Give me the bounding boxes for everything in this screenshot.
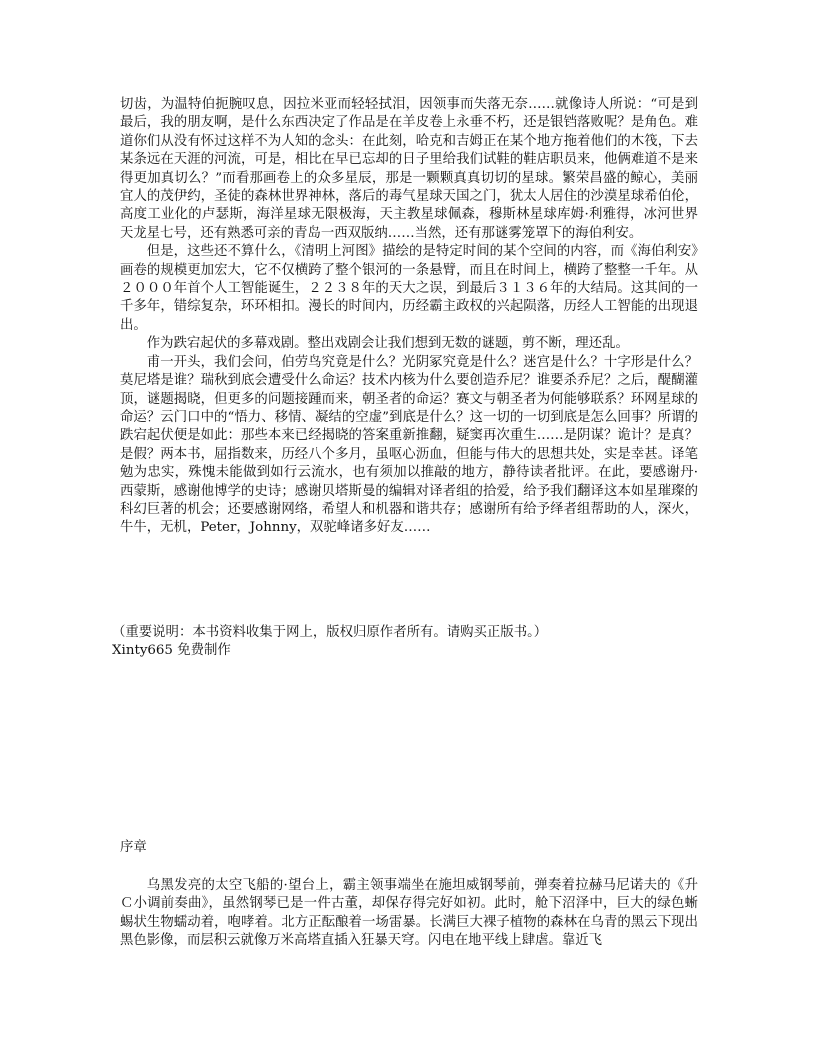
paragraph: 切齿，为温特伯扼腕叹息，因拉米亚而轻轻拭泪，因领事而失落无奈……就像诗人所说：“可是到最后，我的朋友啊，是什么东西决定了作品是在羊皮卷上永垂不朽，还是银铛落败呢？是角色。难道你们从没有怀过这样不为人知的念头：在此刻，哈克和吉姆正在某个地方拖着他们的木筏，下去某条远在天涯的河流，可是，相比在早已忘却的日子里给我们试鞋的鞋店职员来，他俩难道不是来得更加真切么？”而看那画卷上的众多星辰，那是一颗颗真真切切的星球。繁荣昌盛的鲸心，美丽宜人的茂伊约，圣徒的森林世界神林，落后的毒气星球天国之门，犹太人居住的沙漠星球希伯伦，高度工业化的卢瑟斯，海洋星球无限极海，天主教星球佩森，穆斯林星球库姆·利雅得，冰河世界天龙星七号，还有熟悉可亲的青岛一西双版纳……当然，还有那谜雾笼罩下的海伯利安。 <box>120 97 698 241</box>
paragraph: 甫一开头，我们会问，伯劳鸟究竟是什么？光阴冢究竟是什么？迷宫是什么？十字形是什么？莫尼塔是谁？瑞秋到底会遭受什么命运？技术内核为什么要创造乔尼？谁要杀乔尼？之后，醍醐灌顶，谜题揭晓，但更多的问题接踵而来，朝圣者的命运？赛文与朝圣者为何能够联系？环网星球的命运？云门口中的“悟力、移情、凝结的空虚”到底是什么？这一切的一切到底是怎么回事？所谓的跌宕起伏便是如此：那些本来已经揭晓的答案重新推翻，疑窦再次重生……是阴谋？诡计？是真？是假？两本书，屈指数来，历经八个多月，虽呕心沥血，但能与伟大的思想共处，实是幸甚。译笔勉为忠实，殊愧未能做到如行云流水，也有须加以推敲的地方，静待读者批评。在此，要感谢丹·西蒙斯，感谢他博学的史诗；感谢贝塔斯曼的编辑对译者组的拾爱，给予我们翻译这本如星璀璨的科幻巨著的机会；还要感谢网络，希望人和机器和谐共存；感谢所有给予绎者组帮助的人，深火，牛牛，无机，Peter，Johnny，双驼峰诸多好友…… <box>120 354 698 536</box>
preface-text <box>120 96 698 538</box>
paragraph: 乌黑发亮的太空飞船的·望台上，霸主领事端坐在施坦威钢琴前，弹奏着拉赫马尼诺夫的《升Ｃ小调前奏曲》，虽然钢琴已是一件古董，却保存得完好如初。此时，舱下沼泽中，巨大的绿色蜥蜴状生物蠕动着，咆哮着。北方正酝酿着一场雷暴。长满巨大裸子植物的森林在乌青的黑云下现出黑色影像，而层积云就像万米高塔直插入狂暴天穹。闪电在地平线上肆虐。靠近飞 <box>120 878 698 949</box>
notice-line: （重要说明：本书资料收集于网上，版权归原作者所有。请购买正版书。） <box>112 625 548 640</box>
paragraph: 但是，这些还不算什么，《清明上河图》描绘的是特定时间的某个空间的内容，而《海伯利安》画卷的规模更加宏大，它不仅横跨了整个银河的一条悬臂，而且在时间上，横跨了整整一千年。从２０００年首个人工智能诞生，２２３８年的天大之误，到最后３１３６年的大结局。这其间的一千多年，错综复杂，环环相扣。漫长的时间内，历经霸主政权的兴起陨落，历经人工智能的出现退出。 <box>120 244 698 333</box>
paragraph: 作为跌宕起伏的多幕戏剧。整出戏剧会让我们想到无数的谜题，剪不断，理还乱。 <box>146 336 629 352</box>
producer-line: Xinty665 免费制作 <box>112 643 231 659</box>
copyright-notice <box>112 624 712 661</box>
chapter-text <box>120 877 698 951</box>
chapter-title: 序章 <box>120 840 147 855</box>
